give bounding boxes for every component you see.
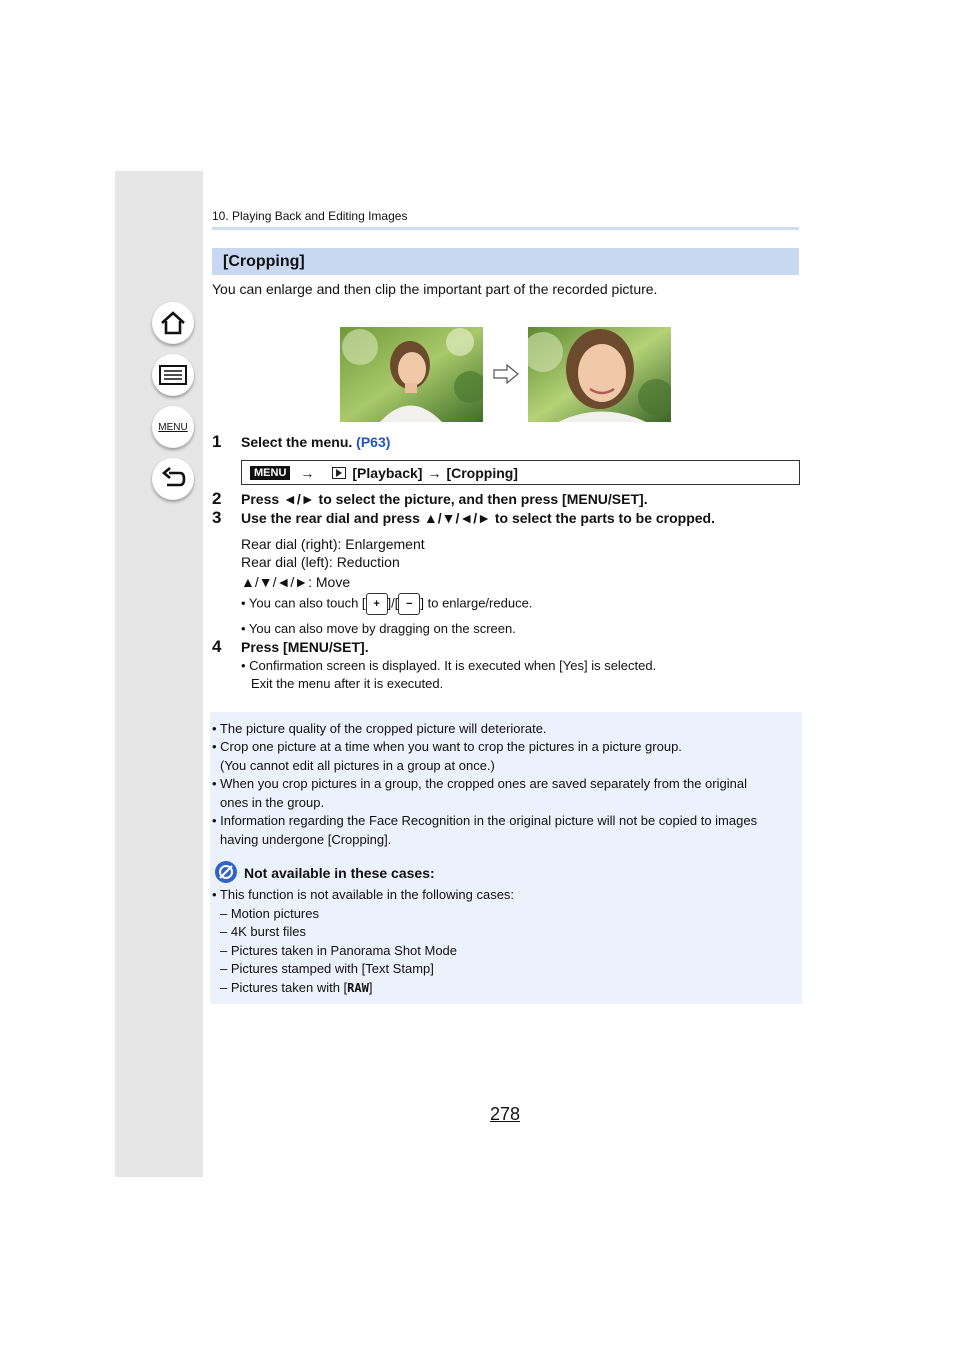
move-line: ▲/▼/◄/►: Move xyxy=(241,574,351,590)
na-item-4: – Pictures stamped with [Text Stamp] xyxy=(220,961,434,976)
step-1-label: Select the menu. xyxy=(241,434,353,450)
step-4-number: 4 xyxy=(212,637,222,656)
section-title: [Cropping] xyxy=(212,248,799,275)
arrow-1: → xyxy=(300,464,315,481)
note-3: • When you crop pictures in a group, the cropped ones are saved separately from the original xyxy=(212,776,747,791)
na-item-5-pre: – Pictures taken with [ xyxy=(220,980,348,995)
step-3-number: 3 xyxy=(212,508,222,527)
return-icon xyxy=(159,465,187,493)
confirm-bullet-cont: Exit the menu after it is executed. xyxy=(251,676,444,691)
intro-text: You can enlarge and then clip the important part of the recorded picture. xyxy=(212,281,658,297)
step-1-number: 1 xyxy=(212,432,222,451)
note-2-cont: (You cannot edit all pictures in a group at once.) xyxy=(220,758,495,773)
na-item-3: – Pictures taken in Panorama Shot Mode xyxy=(220,943,458,958)
note-2: • Crop one picture at a time when you want to crop the pictures in a picture group. xyxy=(212,739,682,754)
not-available-intro: • This function is not available in the following cases: xyxy=(212,887,515,902)
rear-dial-left: Rear dial (left): Reduction xyxy=(241,554,400,570)
confirm-bullet: • Confirmation screen is displayed. It is executed when [Yes] is selected. xyxy=(241,658,657,673)
header-rule xyxy=(212,227,799,230)
home-button[interactable] xyxy=(152,302,194,344)
not-available-title: Not available in these cases: xyxy=(244,865,435,881)
na-item-5 xyxy=(220,980,372,995)
zoom-out-touch-icon: − xyxy=(398,593,420,615)
raw-icon: RAW xyxy=(347,981,369,995)
step-4-text: Press [MENU/SET]. xyxy=(241,639,369,655)
note-4-cont: having undergone [Cropping]. xyxy=(220,832,392,847)
rear-dial-right: Rear dial (right): Enlargement xyxy=(241,536,425,552)
touch-bullet-post: ] to enlarge/reduce. xyxy=(420,595,533,611)
step-2-number: 2 xyxy=(212,489,222,508)
menu-badge: MENU xyxy=(250,466,290,480)
drag-bullet: • You can also move by dragging on the screen. xyxy=(241,621,516,636)
menu-button[interactable] xyxy=(152,406,194,448)
menu-path-cropping: [Cropping] xyxy=(446,464,518,481)
na-item-2: – 4K burst files xyxy=(220,924,306,939)
arrow-2: → xyxy=(427,464,442,481)
menu-path-playback: [Playback] xyxy=(352,464,423,481)
note-3-cont: ones in the group. xyxy=(220,795,325,810)
touch-bullet-pre: • You can also touch [ xyxy=(241,595,366,611)
step-2-text: Press ◄/► to select the picture, and then press [MENU/SET]. xyxy=(241,491,648,507)
not-available-icon xyxy=(214,860,238,884)
menu-label: MENU xyxy=(158,421,188,433)
step-1-text xyxy=(241,434,390,450)
page-number: 278 xyxy=(490,1104,521,1124)
playback-icon xyxy=(332,467,346,479)
arrow-right-icon xyxy=(492,363,520,385)
contents-button[interactable] xyxy=(152,354,194,396)
zoom-in-touch-icon: + xyxy=(366,593,388,615)
home-icon xyxy=(159,309,187,337)
note-4: • Information regarding the Face Recognition in the original picture will not be copied to images xyxy=(212,813,758,828)
menu-path-box xyxy=(241,460,800,485)
note-1: • The picture quality of the cropped picture will deteriorate. xyxy=(212,721,547,736)
step-3-text: Use the rear dial and press ▲/▼/◄/► to select the parts to be cropped. xyxy=(241,510,715,526)
chapter-heading: 10. Playing Back and Editing Images xyxy=(212,209,408,223)
page-link-p63[interactable]: (P63) xyxy=(356,434,391,450)
na-item-1: – Motion pictures xyxy=(220,906,319,921)
touch-bullet-mid: ]/[ xyxy=(387,595,399,611)
original-photo xyxy=(340,327,483,422)
cropped-photo xyxy=(528,327,671,422)
touch-bullet xyxy=(241,593,532,615)
list-icon xyxy=(158,363,188,387)
back-button[interactable] xyxy=(152,458,194,500)
na-item-5-post: ] xyxy=(368,980,373,995)
